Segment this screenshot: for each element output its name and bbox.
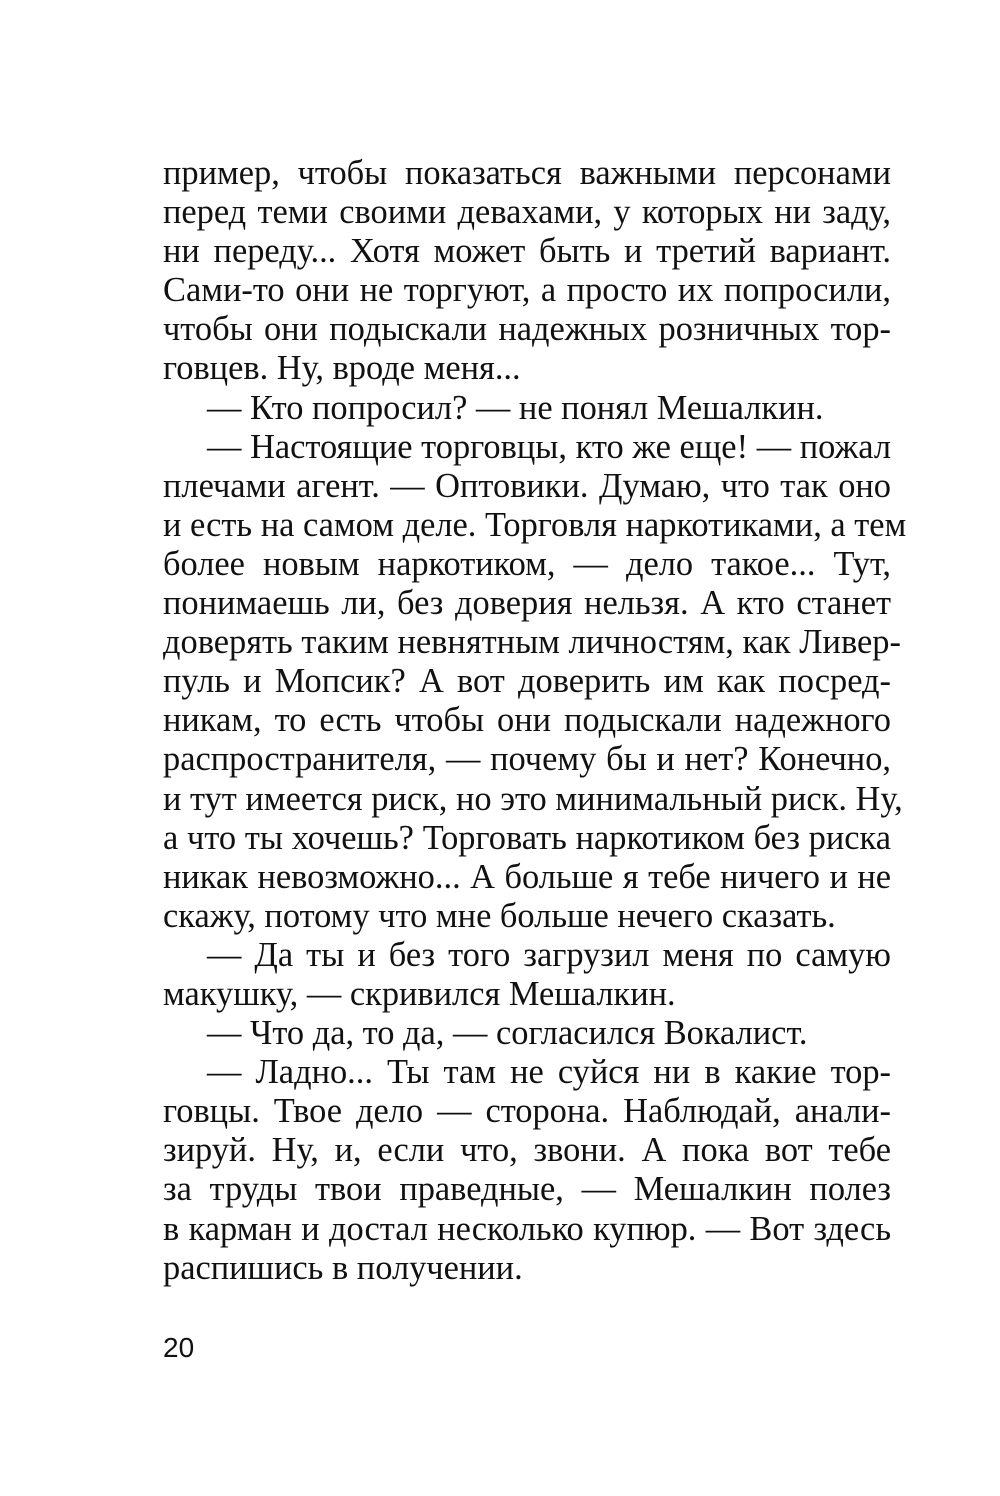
- text-line: и есть на самом деле. Торговля наркотиками, а тем: [163, 505, 907, 544]
- text-line: а что ты хочешь? Торговать наркотиком без риска: [163, 818, 891, 857]
- text-line: Сами-то они не торгуют, а просто их попросили,: [163, 271, 891, 310]
- text-line: говцы. Твое дело — сторона. Наблюдай, анали-: [163, 1092, 891, 1131]
- text-line: понимаешь ли, без доверия нельзя. А кто станет: [163, 584, 891, 623]
- body-text: [163, 154, 907, 1288]
- text-line: перед теми своими девахами, у которых ни заду,: [163, 193, 891, 232]
- text-line: никак невозможно... А больше я тебе ничего и не: [163, 857, 891, 896]
- text-line: — Ладно... Ты там не суйся ни в какие тор-: [207, 1053, 891, 1092]
- text-line: более новым наркотиком, — дело такое... Тут,: [163, 544, 891, 583]
- text-line: — Кто попросил? — не понял Мешалкин.: [207, 388, 824, 427]
- paragraph: [163, 389, 891, 428]
- text-line: распространителя, — почему бы и нет? Конечно,: [163, 740, 891, 779]
- text-line: чтобы они подыскали надежных розничных тор-: [163, 310, 891, 349]
- text-line: в карман и достал несколько купюр. — Вот здесь: [163, 1209, 891, 1248]
- text-line: никам, то есть чтобы они подыскали надежного: [163, 701, 891, 740]
- text-line: говцев. Ну, вроде меня...: [163, 349, 521, 388]
- text-line: плечами агент. — Оптовики. Думаю, что так оно: [163, 466, 891, 505]
- text-line: за труды твои праведные, — Мешалкин полез: [163, 1170, 891, 1209]
- text-line: скажу, потому что мне больше нечего сказать.: [163, 896, 836, 935]
- text-line: и тут имеется риск, но это минимальный риск. Ну,: [163, 779, 903, 818]
- text-line: зируй. Ну, и, если что, звони. А пока вот тебе: [163, 1131, 891, 1170]
- text-line: — Настоящие торговцы, кто же еще! — пожал: [207, 427, 891, 466]
- text-line: пуль и Мопсик? А вот доверить им как посред-: [163, 662, 891, 701]
- text-line: распишись в получении.: [163, 1248, 523, 1287]
- text-line: ни переду... Хотя может быть и третий вариант.: [163, 232, 891, 271]
- page-number: 20: [163, 1332, 195, 1363]
- text-line: — Что да, то да, — согласился Вокалист.: [207, 1014, 808, 1053]
- text-line: макушку, — скривился Мешалкин.: [163, 974, 676, 1013]
- text-line: доверять таким невнятным личностям, как Ливер-: [163, 623, 901, 662]
- text-line: — Да ты и без того загрузил меня по самую: [207, 935, 891, 974]
- text-line: пример, чтобы показаться важными персонами: [163, 154, 891, 192]
- paragraph: [163, 154, 891, 389]
- paragraph: [163, 1053, 891, 1288]
- paragraph: [163, 427, 907, 936]
- paragraph: [163, 936, 891, 1014]
- paragraph: [163, 1014, 891, 1053]
